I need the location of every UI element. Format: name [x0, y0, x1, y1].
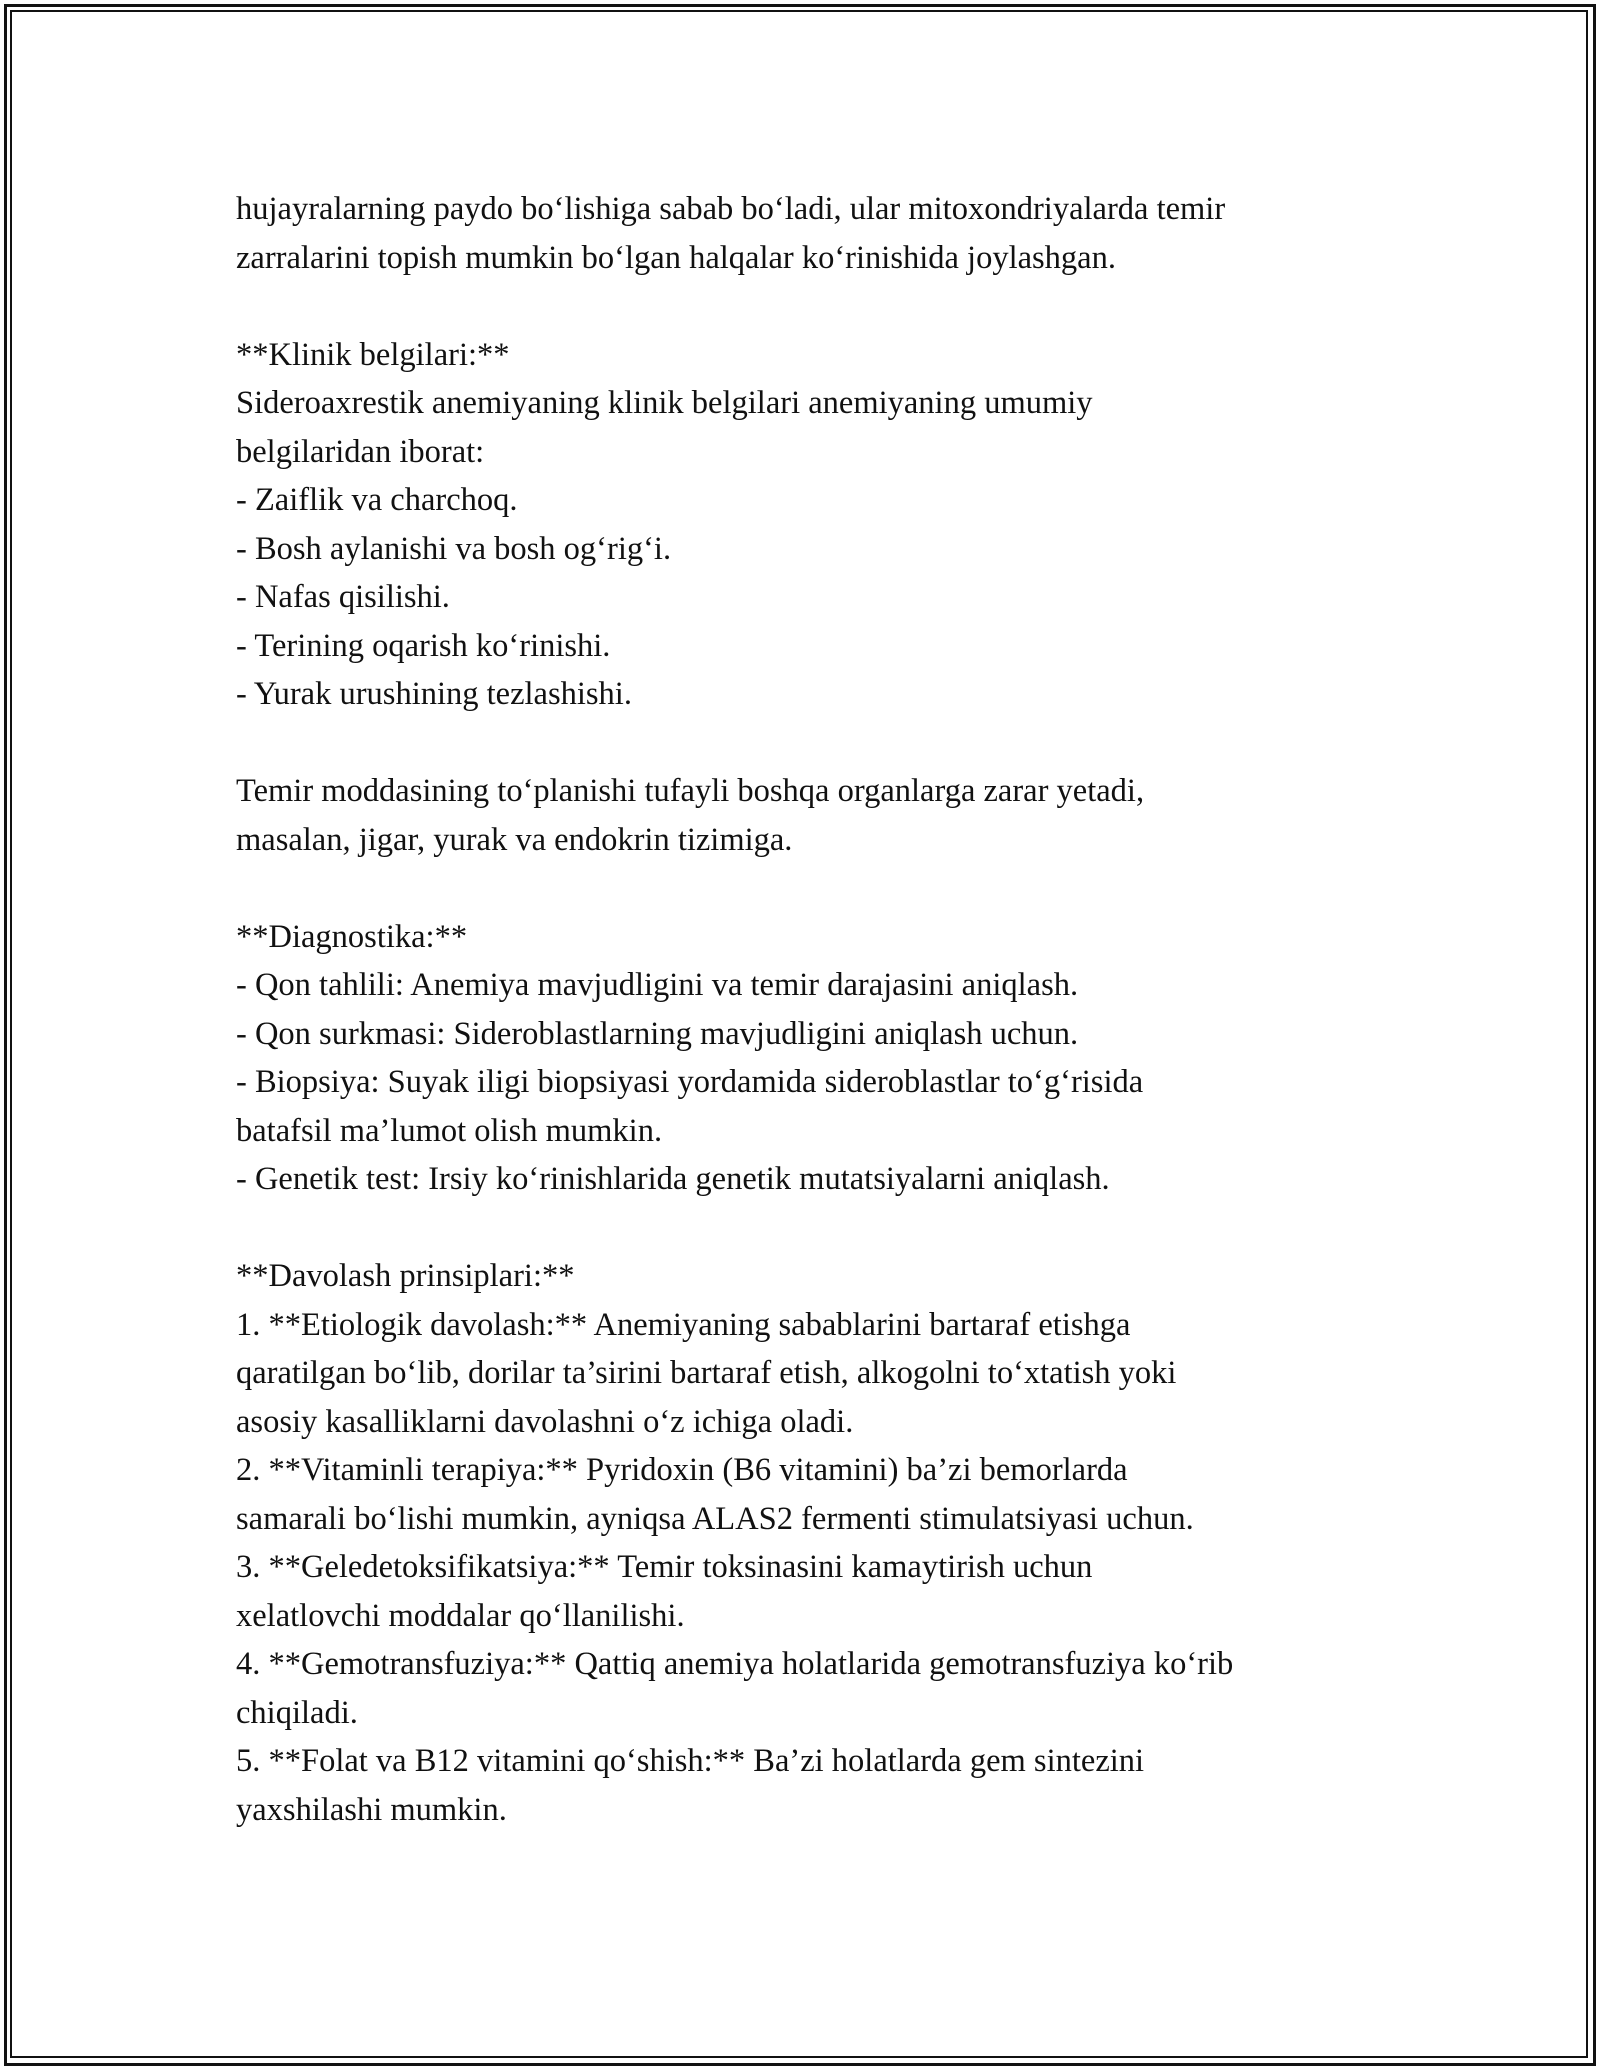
- text-line: xelatlovchi moddalar qo‘llanilishi.: [236, 1597, 685, 1634]
- numbered-item: 3. **Geledetoksifikatsiya:** Temir toksinasini kamaytirish uchun: [236, 1549, 1093, 1585]
- list-item: - Yurak urushining tezlashishi.: [236, 676, 632, 712]
- numbered-item: 1. **Etiologik davolash:** Anemiyaning sabablarini bartaraf etishga: [236, 1306, 1131, 1343]
- text-line: hujayralarning paydo bo‘lishiga sabab bo‘ladi, ular mitoxondriyalarda temir: [236, 191, 1226, 227]
- blank-line: [236, 1204, 1396, 1253]
- section-heading-diagnostika: **Diagnostika:**: [236, 918, 468, 955]
- text-line: chiqiladi.: [236, 1694, 358, 1731]
- text-line: yaxshilashi mumkin.: [236, 1791, 507, 1828]
- text-line: masalan, jigar, yurak va endokrin tizimiga.: [236, 821, 793, 858]
- text-line: Sideroaxrestik anemiyaning klinik belgilari anemiyaning umumiy: [236, 385, 1093, 421]
- list-item: - Zaiflik va charchoq.: [236, 482, 518, 518]
- section-heading-davolash: **Davolash prinsiplari:**: [236, 1258, 575, 1294]
- text-line: qaratilgan bo‘lib, dorilar ta’sirini bartaraf etish, alkogolni to‘xtatish yoki: [236, 1355, 1177, 1391]
- list-item: - Nafas qisilishi.: [236, 579, 450, 615]
- blank-line: [236, 282, 1396, 331]
- list-item: - Bosh aylanishi va bosh og‘rig‘i.: [236, 530, 672, 567]
- text-line: belgilaridan iborat:: [236, 433, 485, 470]
- text-line: batafsil ma’lumot olish mumkin.: [236, 1112, 663, 1149]
- blank-line: [236, 864, 1396, 913]
- numbered-item: 4. **Gemotransfuziya:** Qattiq anemiya holatlarida gemotransfuziya ko‘rib: [236, 1646, 1234, 1682]
- list-item: - Qon tahlili: Anemiya mavjudligini va temir darajasini aniqlash.: [236, 967, 1079, 1003]
- blank-line: [236, 719, 1396, 768]
- numbered-item: 5. **Folat va B12 vitamini qo‘shish:** Ba’zi holatlarda gem sintezini: [236, 1743, 1145, 1779]
- section-heading-klinik: **Klinik belgilari:**: [236, 336, 510, 373]
- list-item: - Qon surkmasi: Sideroblastlarning mavjudligini aniqlash uchun.: [236, 1015, 1079, 1052]
- text-line: Temir moddasining to‘planishi tufayli boshqa organlarga zarar yetadi,: [236, 773, 1145, 809]
- document-body: [236, 185, 1396, 1834]
- list-item: - Biopsiya: Suyak iligi biopsiyasi yordamida sideroblastlar to‘g‘risida: [236, 1064, 1144, 1100]
- numbered-item: 2. **Vitaminli terapiya:** Pyridoxin (B6 vitamini) ba’zi bemorlarda: [236, 1452, 1128, 1488]
- text-line: samarali bo‘lishi mumkin, ayniqsa ALAS2 fermenti stimulatsiyasi uchun.: [236, 1500, 1194, 1537]
- list-item: - Terining oqarish ko‘rinishi.: [236, 627, 611, 664]
- list-item: - Genetik test: Irsiy ko‘rinishlarida genetik mutatsiyalarni aniqlash.: [236, 1161, 1110, 1197]
- text-line: zarralarini topish mumkin bo‘lgan halqalar ko‘rinishida joylashgan.: [236, 239, 1116, 276]
- text-line: asosiy kasalliklarni davolashni o‘z ichiga oladi.: [236, 1403, 854, 1440]
